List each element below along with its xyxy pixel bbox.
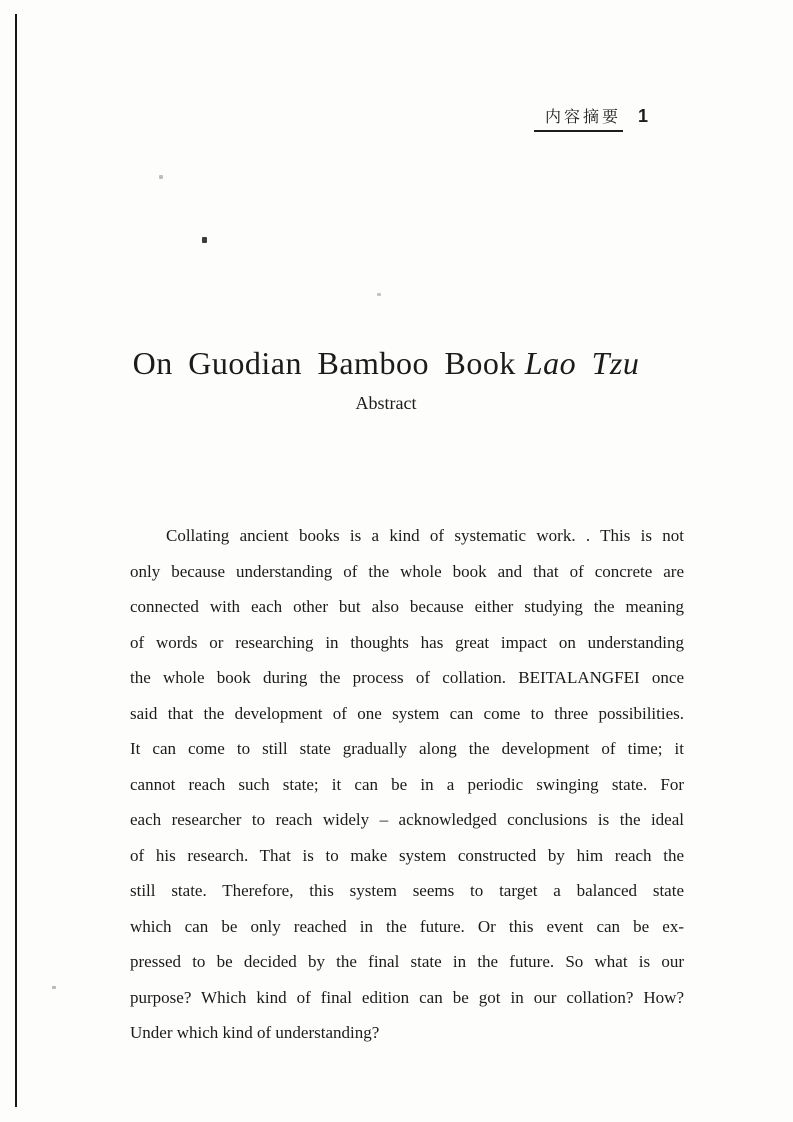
scan-speck <box>159 175 163 179</box>
abstract-line: cannot reach such state; it can be in a periodic swinging state. For <box>130 774 684 794</box>
abstract-line: which can be only reached in the future. Or this event can be ex- <box>130 916 684 936</box>
abstract-line: pressed to be decided by the final state in the future. So what is our <box>130 952 684 971</box>
abstract-line: still state. Therefore, this system seems to target a balanced state <box>130 881 684 900</box>
scan-speck <box>52 986 56 989</box>
abstract-line: of words or researching in thoughts has great impact on understanding <box>130 632 684 652</box>
scan-speck <box>202 237 207 243</box>
document-title-italic: Lao Tzu <box>524 345 640 381</box>
running-header <box>534 104 648 132</box>
page-binding-edge-line <box>15 14 17 1107</box>
document-subtitle: Abstract <box>355 393 417 413</box>
abstract-body <box>130 518 684 1051</box>
header-section-title: 内容摘要 <box>534 104 623 132</box>
abstract-line: Under which kind of understanding? <box>130 1023 380 1042</box>
abstract-line: said that the development of one system can come to three possibilities. <box>130 703 684 723</box>
abstract-line: It can come to still state gradually along the development of time; it <box>130 739 684 758</box>
page-number: 1 <box>638 106 649 126</box>
abstract-line: purpose? Which kind of final edition can be got in our collation? How? <box>130 987 684 1007</box>
abstract-line: connected with each other but also because either studying the meaning <box>130 597 684 616</box>
abstract-line: Collating ancient books is a kind of systematic work. . This is not <box>166 526 684 545</box>
abstract-line: of his research. That is to make system constructed by him reach the <box>130 845 684 865</box>
document-title <box>0 347 772 379</box>
abstract-line: only because understanding of the whole book and that of concrete are <box>130 561 684 581</box>
abstract-line: each researcher to reach widely – acknowledged conclusions is the ideal <box>130 810 684 829</box>
abstract-line: the whole book during the process of collation. BEITALANGFEI once <box>130 668 684 687</box>
document-title-main: On Guodian Bamboo Book <box>132 345 516 381</box>
scan-speck <box>377 293 381 296</box>
